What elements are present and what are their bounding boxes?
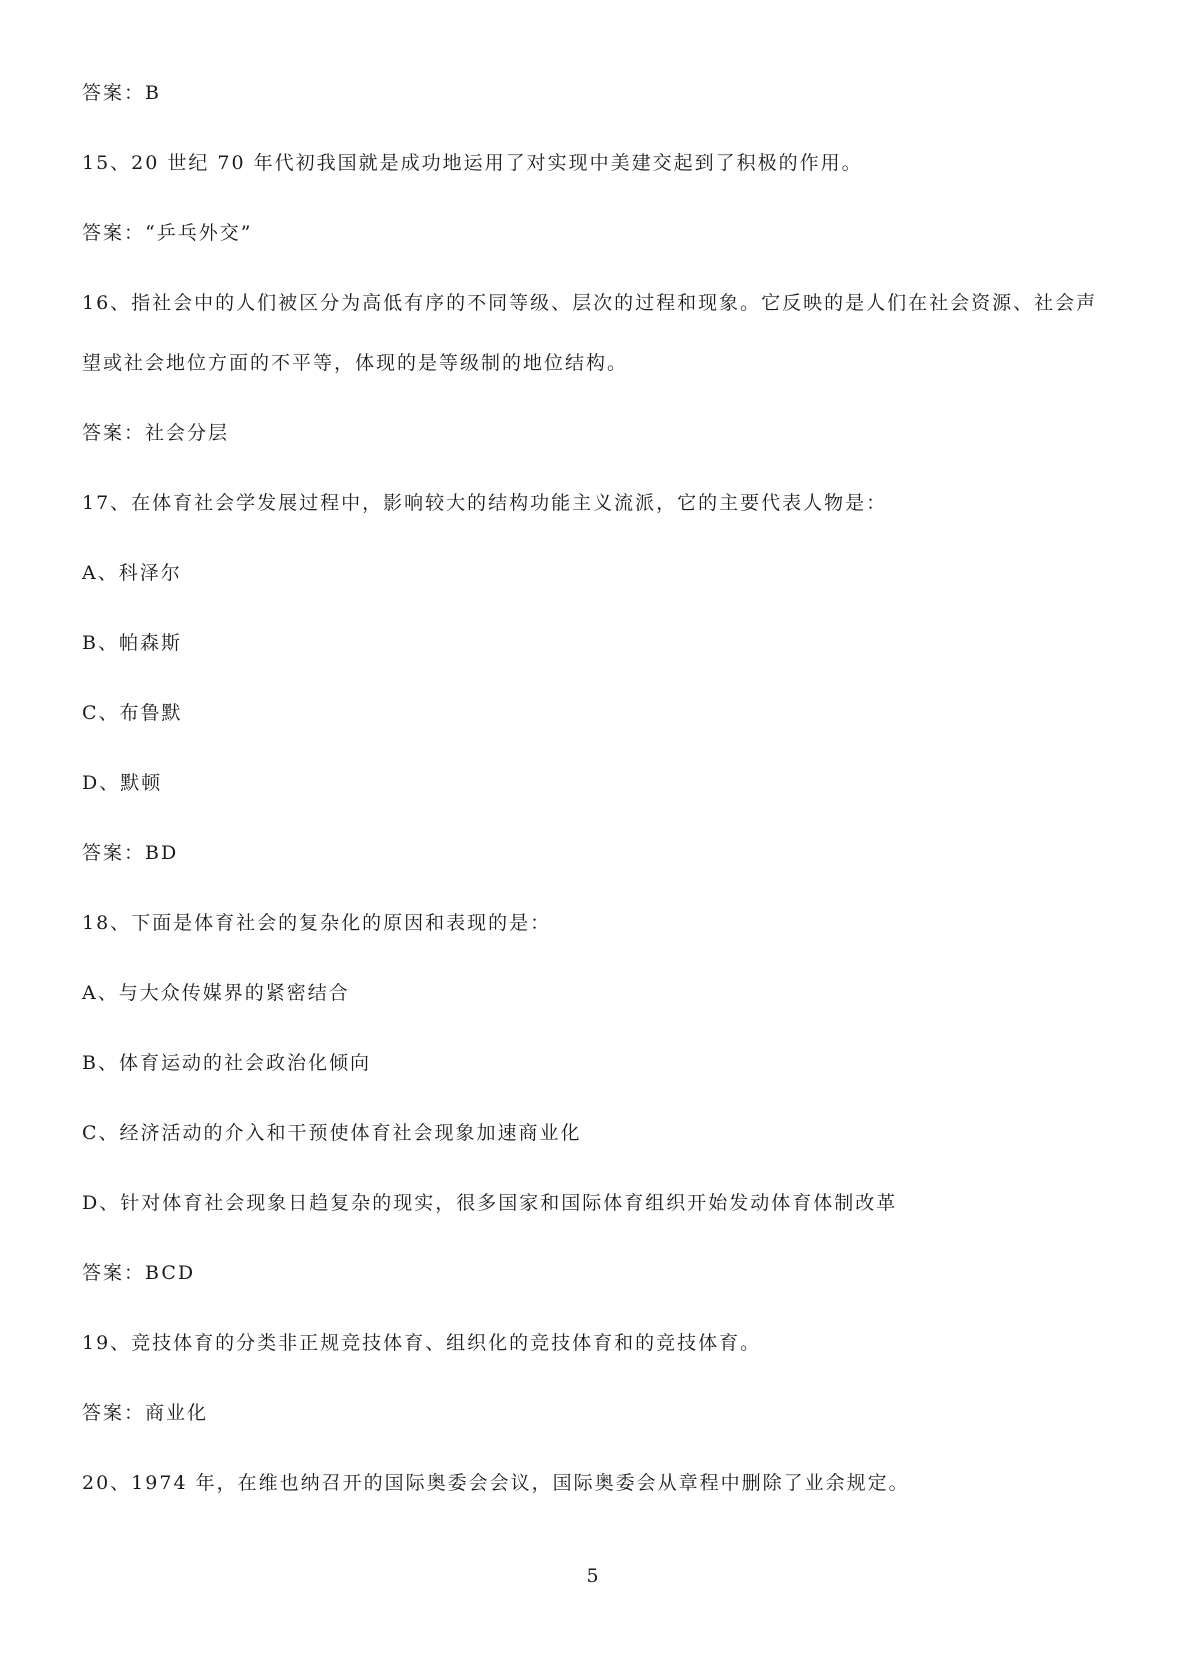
question-16-line-1: 16、指社会中的人们被区分为高低有序的不同等级、层次的过程和现象。它反映的是人们在社会资源、社会声 <box>82 292 1098 314</box>
answer-18: 答案：BCD <box>82 1262 196 1284</box>
option-18-d: D、针对体育社会现象日趋复杂的现实，很多国家和国际体育组织开始发动体育体制改革 <box>82 1192 898 1214</box>
page-number: 5 <box>586 1565 599 1587</box>
question-19: 19、竞技体育的分类非正规竞技体育、组织化的竞技体育和的竞技体育。 <box>82 1332 762 1354</box>
option-17-d: D、默顿 <box>82 772 163 794</box>
question-16-line-2: 望或社会地位方面的不平等，体现的是等级制的地位结构。 <box>82 352 629 374</box>
option-18-a: A、与大众传媒界的紧密结合 <box>82 982 350 1004</box>
question-20: 20、1974 年，在维也纳召开的国际奥委会会议，国际奥委会从章程中删除了业余规定。 <box>82 1472 910 1494</box>
question-18: 18、下面是体育社会的复杂化的原因和表现的是： <box>82 912 552 934</box>
answer-19: 答案：商业化 <box>82 1402 209 1424</box>
answer-15: 答案：“乒乓外交” <box>82 222 253 244</box>
question-17: 17、在体育社会学发展过程中，影响较大的结构功能主义流派，它的主要代表人物是： <box>82 492 888 514</box>
option-18-c: C、经济活动的介入和干预使体育社会现象加速商业化 <box>82 1122 582 1144</box>
question-15: 15、20 世纪 70 年代初我国就是成功地运用了对实现中美建交起到了积极的作用。 <box>82 152 863 174</box>
answer-14: 答案：B <box>82 82 161 104</box>
option-17-a: A、科泽尔 <box>82 562 182 584</box>
option-18-b: B、体育运动的社会政治化倾向 <box>82 1052 371 1074</box>
answer-16: 答案：社会分层 <box>82 422 230 444</box>
answer-17: 答案：BD <box>82 842 179 864</box>
option-17-c: C、布鲁默 <box>82 702 183 724</box>
option-17-b: B、帕森斯 <box>82 632 182 654</box>
